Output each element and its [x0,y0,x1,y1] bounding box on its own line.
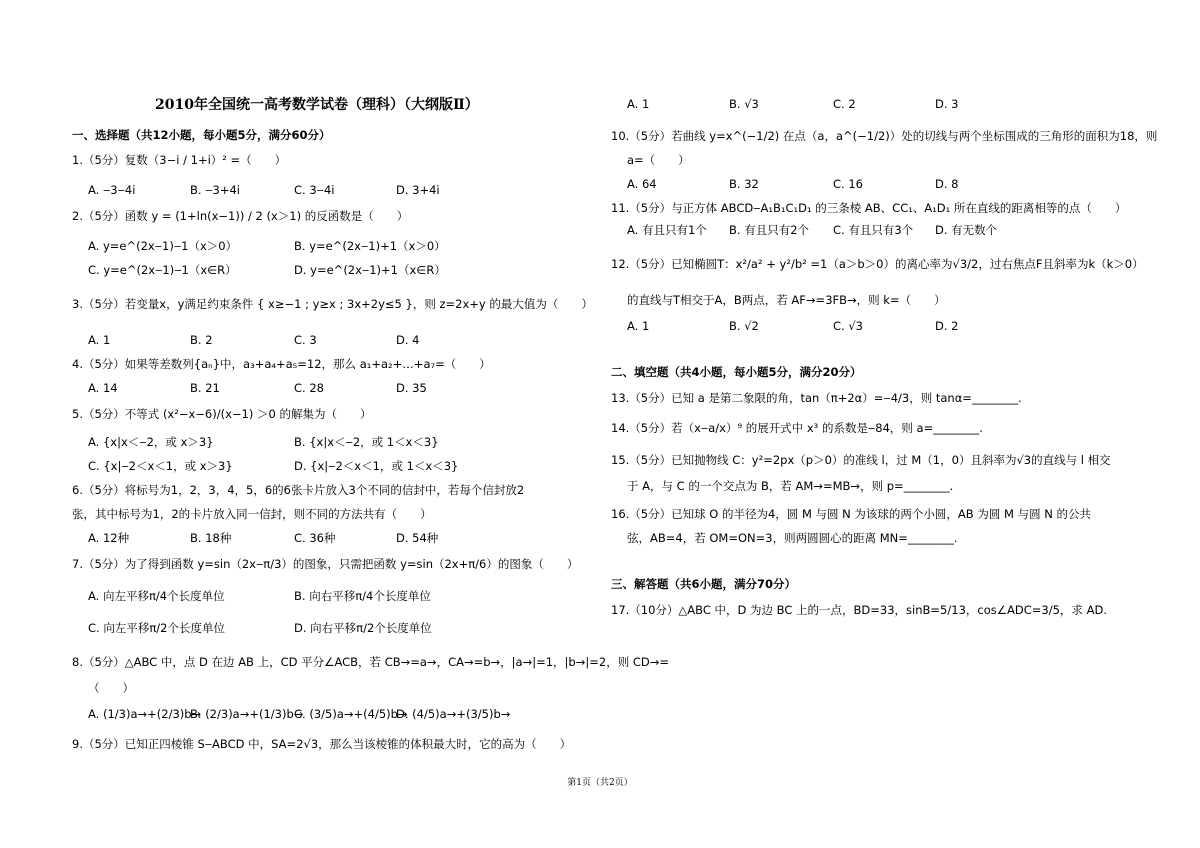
q1-option-b: B. ‒3+4i [190,183,240,197]
q12-option-c: C. √3 [833,319,863,333]
q9-option-a: A. 1 [627,97,650,111]
question-5: 5.（5分）不等式 (x²−x−6)/(x−1) ＞0 的解集为（ ） [72,407,372,421]
page-footer: 第1页（共2页） [567,778,633,788]
q12-option-b: B. √2 [729,319,759,333]
q9-option-d: D. 3 [935,97,959,111]
q1-option-c: C. 3‒4i [294,183,335,197]
q1-option-a: A. ‒3‒4i [88,183,136,197]
question-16-line-2: 弦，AB=4，若 OM=ON=3，则两圆圆心的距离 MN=________. [627,531,958,545]
question-1: 1.（5分）复数（3−i / 1+i）² =（ ） [72,153,287,167]
question-15: 15.（5分）已知抛物线 C：y²=2px（p＞0）的准线 l，过 M（1，0）且斜率为√3的直线与 l 相交 [611,453,1111,467]
question-12: 12.（5分）已知椭圆T：x²/a² + y²/b² =1（a＞b＞0）的离心率为√3/2，过右焦点F且斜率为k（k＞0） [611,257,1144,271]
question-15-line-2: 于 A，与 C 的一个交点为 B，若 AM→=MB→，则 p=________. [627,479,954,493]
q4-option-a: A. 14 [88,381,118,395]
question-8: 8.（5分）△ABC 中，点 D 在边 AB 上，CD 平分∠ACB，若 CB→=a→，CA→=b→，|a→|=1，|b→|=2，则 CD→= [72,655,670,669]
question-16: 16.（5分）已知球 O 的半径为4，圆 M 与圆 N 为该球的两个小圆，AB 为圆 M 与圆 N 的公共 [611,507,1091,521]
q6-option-d: D. 54种 [396,531,439,545]
q12-option-d: D. 2 [935,319,959,333]
question-2: 2.（5分）函数 y = (1+ln(x−1)) / 2 (x＞1) 的反函数是（ ） [72,209,409,223]
question-4: 4.（5分）如果等差数列{aₙ}中，a₃+a₄+a₅=12，那么 a₁+a₂+…+a₇=（ ） [72,357,491,371]
q8-option-d: D. (4/5)a→+(3/5)b→ [396,707,511,721]
q10-option-a: A. 64 [627,177,657,191]
question-6-line-1: 6.（5分）将标号为1，2，3，4，5，6的6张卡片放入3个不同的信封中，若每个信封放2 [72,483,525,497]
q5-option-c: C. {x|‒2＜x＜1，或 x＞3} [88,459,233,473]
q7-option-a: A. 向左平移π/4个长度单位 [88,589,225,603]
question-12-line-2: 的直线与T相交于A，B两点，若 AF→=3FB→，则 k=（ ） [627,293,946,307]
q9-option-b: B. √3 [729,97,759,111]
q6-option-a: A. 12种 [88,531,130,545]
question-11: 11.（5分）与正方体 ABCD‒A₁B₁C₁D₁ 的三条棱 AB、CC₁、A₁D₁ 所在直线的距离相等的点（ ） [611,201,1127,215]
question-3: 3.（5分）若变量x，y满足约束条件 { x≥−1 ; y≥x ; 3x+2y≤5 }，则 z=2x+y 的最大值为（ ） [72,297,593,311]
q4-option-d: D. 35 [396,381,427,395]
q10-option-b: B. 32 [729,177,759,191]
q7-option-b: B. 向右平移π/4个长度单位 [294,589,431,603]
q2-option-d: D. y=e^(2x‒1)+1（x∈R） [294,263,446,277]
section-heading-answer: 三、解答题（共6小题，满分70分） [611,577,797,591]
q7-option-c: C. 向左平移π/2个长度单位 [88,621,225,635]
q2-option-b: B. y=e^(2x‒1)+1（x＞0） [294,239,446,253]
question-13: 13.（5分）已知 a 是第二象限的角，tan（π+2α）=‒4/3，则 tanα=________. [611,391,1022,405]
q3-option-a: A. 1 [88,333,111,347]
question-7: 7.（5分）为了得到函数 y=sin（2x‒π/3）的图象，只需把函数 y=sin（2x+π/6）的图象（ ） [72,557,579,571]
q11-option-c: C. 有且只有3个 [833,223,914,237]
section-heading-fill: 二、填空题（共4小题，每小题5分，满分20分） [611,365,862,379]
q2-option-a: A. y=e^(2x‒1)‒1（x＞0） [88,239,238,253]
section-heading-choice: 一、选择题（共12小题，每小题5分，满分60分） [72,128,331,142]
q1-option-d: D. 3+4i [396,183,440,197]
q8-option-c: C. (3/5)a→+(4/5)b→ [294,707,408,721]
question-8-paren: （ ） [88,681,134,695]
q5-option-a: A. {x|x＜‒2，或 x＞3} [88,435,214,449]
q8-option-a: A. (1/3)a→+(2/3)b→ [88,707,202,721]
question-9: 9.（5分）已知正四棱锥 S‒ABCD 中，SA=2√3，那么当该棱锥的体积最大时，它的高为（ ） [72,737,572,751]
q5-option-d: D. {x|‒2＜x＜1，或 1＜x＜3} [294,459,459,473]
q4-option-b: B. 21 [190,381,220,395]
q7-option-d: D. 向右平移π/2个长度单位 [294,621,432,635]
question-14: 14.（5分）若（x‒a/x）⁹ 的展开式中 x³ 的系数是‒84，则 a=________. [611,421,983,435]
q3-option-b: B. 2 [190,333,213,347]
q11-option-d: D. 有无数个 [935,223,998,237]
question-6-line-2: 张，其中标号为1，2的卡片放入同一信封，则不同的方法共有（ ） [72,507,432,521]
q4-option-c: C. 28 [294,381,324,395]
q6-option-b: B. 18种 [190,531,232,545]
question-17: 17.（10分）△ABC 中，D 为边 BC 上的一点，BD=33，sinB=5/13，cos∠ADC=3/5，求 AD. [611,603,1107,617]
q11-option-a: A. 有且只有1个 [627,223,707,237]
q12-option-a: A. 1 [627,319,650,333]
q5-option-b: B. {x|x＜‒2，或 1＜x＜3} [294,435,439,449]
q6-option-c: C. 36种 [294,531,336,545]
page-title: 2010年全国统一高考数学试卷（理科）（大纲版Ⅱ） [155,97,479,113]
q8-option-b: B. (2/3)a→+(1/3)b→ [190,707,304,721]
q10-option-c: C. 16 [833,177,863,191]
q10-option-d: D. 8 [935,177,959,191]
question-10-answer-line: a=（ ） [627,153,690,167]
q11-option-b: B. 有且只有2个 [729,223,810,237]
q3-option-c: C. 3 [294,333,317,347]
q3-option-d: D. 4 [396,333,420,347]
question-10: 10.（5分）若曲线 y=x^(−1/2) 在点（a，a^(−1/2)）处的切线与两个坐标围成的三角形的面积为18，则 [611,129,1158,143]
q9-option-c: C. 2 [833,97,856,111]
q2-option-c: C. y=e^(2x‒1)‒1（x∈R） [88,263,237,277]
